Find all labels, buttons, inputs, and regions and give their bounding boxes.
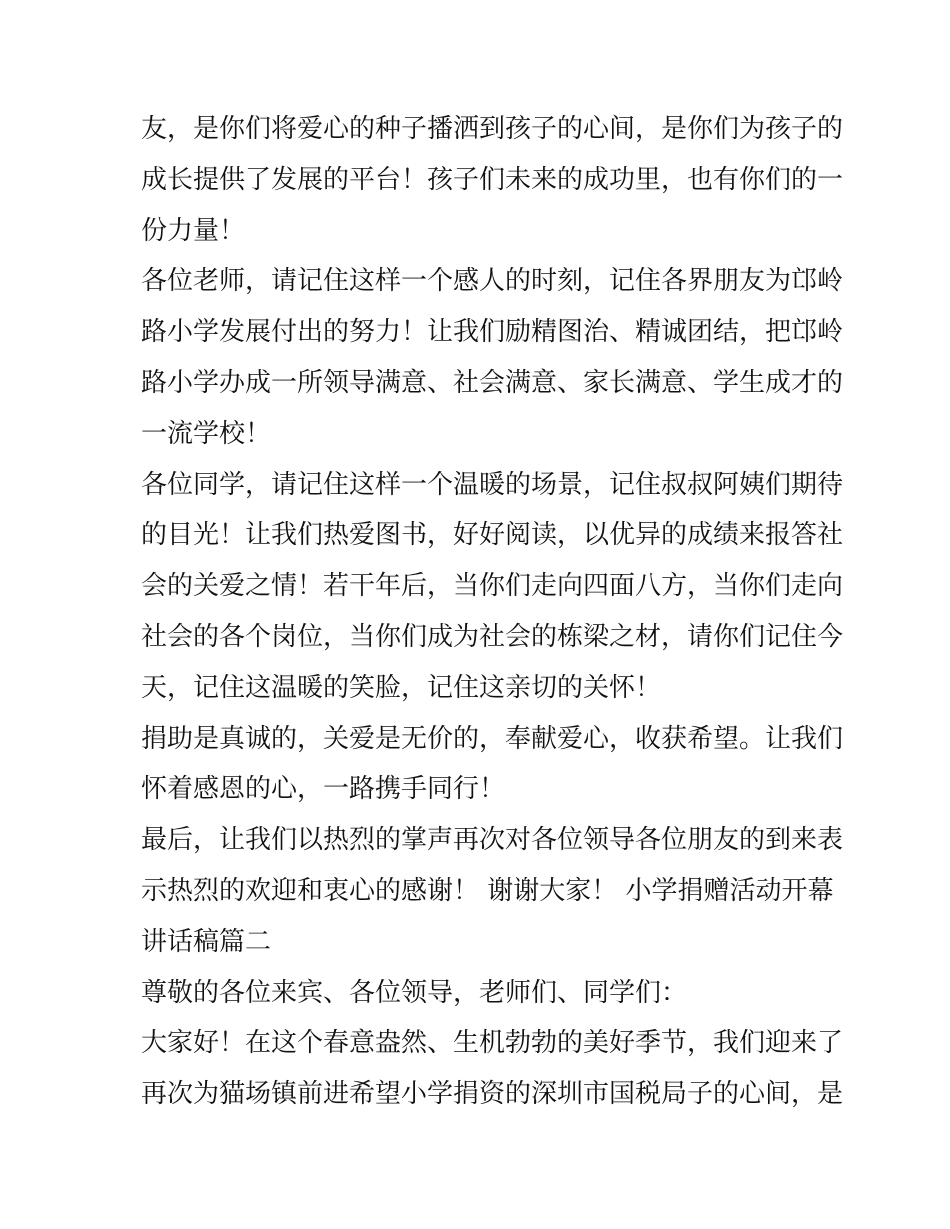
text-line: 尊敬的各位来宾、各位领导，老师们、同学们： (141, 977, 688, 1008)
text-line: 示热烈的欢迎和衷心的感谢！ 谢谢大家！ 小学捐赠活动开幕 (141, 875, 834, 906)
text-line: 捐助是真诚的，关爱是无价的，奉献爱心，收获希望。让我们 (141, 723, 844, 754)
text-line: 讲话稿篇二 (141, 926, 272, 957)
text-line: 友，是你们将爱心的种子播洒到孩子的心间，是你们为孩子的 (141, 114, 844, 144)
text-line: 社会的各个岗位，当你们成为社会的栋梁之材，请你们记住今 (141, 621, 844, 652)
text-line: 各位同学，请记住这样一个温暖的场景，记住叔叔阿姨们期待 (141, 469, 844, 500)
text-line: 天，记住这温暖的笑脸，记住这亲切的关怀！ (141, 672, 662, 703)
text-line: 大家好！在这个春意盎然、生机勃勃的美好季节，我们迎来了 (141, 1028, 844, 1059)
text-line: 最后，让我们以热烈的掌声再次对各位领导各位朋友的到来表 (141, 825, 844, 856)
body-text (141, 104, 844, 1120)
text-line: 成长提供了发展的平台！孩子们未来的成功里，也有你们的一 (141, 164, 844, 195)
text-line: 一流学校！ (141, 418, 272, 449)
text-line: 各位老师，请记住这样一个感人的时刻，记住各界朋友为邙岭 (141, 266, 844, 297)
text-line: 会的关爱之情！若干年后，当你们走向四面八方，当你们走向 (141, 571, 844, 602)
text-line: 的目光！让我们热爱图书，好好阅读，以优异的成绩来报答社 (141, 520, 844, 551)
text-line: 份力量！ (141, 215, 246, 246)
text-line: 再次为猫场镇前进希望小学捐资的深圳市国税局子的心间，是 (141, 1079, 844, 1110)
text-line: 怀着感恩的心，一路携手同行！ (141, 774, 506, 805)
text-line: 路小学办成一所领导满意、社会满意、家长满意、学生成才的 (141, 367, 844, 398)
text-line: 路小学发展付出的努力！让我们励精图治、精诚团结，把邙岭 (141, 317, 844, 348)
